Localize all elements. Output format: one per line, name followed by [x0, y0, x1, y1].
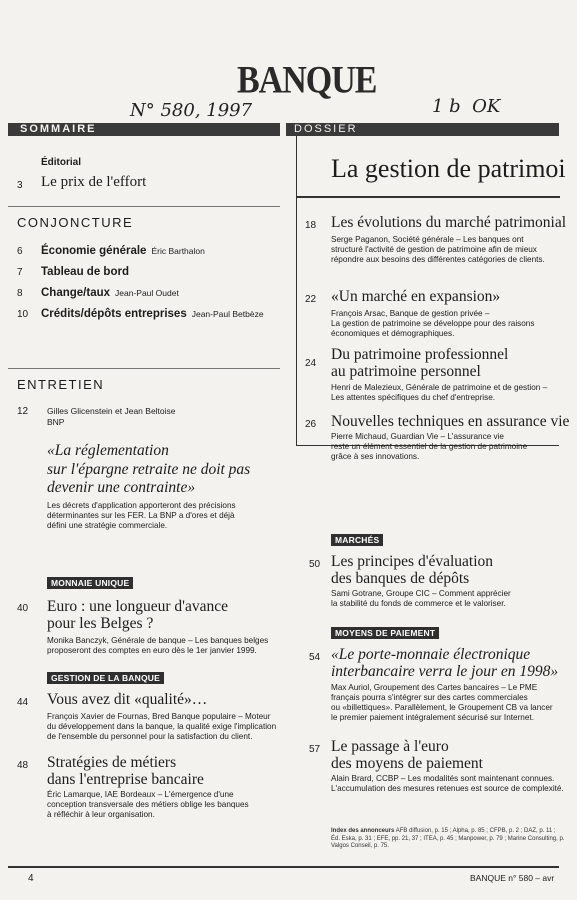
article-page: 40: [17, 603, 29, 614]
item-page: 6: [17, 246, 23, 257]
list-item: [17, 287, 287, 308]
footer-issue: BANQUE n° 580 – avr: [470, 873, 555, 883]
advertisers-label: Index des annonceurs: [331, 828, 395, 834]
monnaie-unique-tag: MONNAIE UNIQUE: [47, 577, 133, 589]
item-author: Éric Barthalon: [151, 246, 205, 256]
article-description: Henri de Malezieux, Générale de patrimoine et de gestion – Les attentes spécifiques du chef d'entreprise.: [331, 383, 548, 402]
article-page: 50: [309, 559, 321, 570]
editorial-title: Le prix de l'effort: [41, 174, 147, 190]
article-page: 54: [309, 652, 321, 663]
item-author: Jean-Paul Betbèze: [191, 309, 264, 319]
article-page: 18: [305, 220, 317, 231]
footer-rule: [8, 866, 559, 868]
article-title: Les principes d'évaluation des banques de dépôts: [331, 553, 494, 587]
entretien-persons: Gilles Glicenstein et Jean Beltoise: [47, 406, 176, 416]
article-title: Les évolutions du marché patrimonial: [331, 214, 567, 231]
article-description: Alain Brard, CCBP – Les modalités sont maintenant connues. L'accumulation des mesures retenues est source de complexité.: [331, 774, 564, 793]
footer-page-number: 4: [28, 873, 34, 884]
item-page: 8: [17, 288, 23, 299]
handwritten-issue-note: N° 580, 1997: [130, 100, 253, 121]
item-author: Jean-Paul Oudet: [115, 288, 179, 298]
editorial-page: 3: [17, 180, 23, 191]
list-item: [17, 266, 287, 287]
entretien-page: 12: [17, 406, 29, 417]
article-description: François Xavier de Fournas, Bred Banque populaire – Moteur du développement dans la banque, la qualité exige l'implication de l'ensemble du personnel pour la satisfaction du client.: [47, 712, 277, 741]
dossier-box: [296, 136, 570, 461]
dossier-title-rule: [297, 196, 560, 198]
entretien-description: Les décrets d'application apporteront des précisions déterminantes sur les FER. La BNP a d'ores et déjà défini une stratégie commerciale.: [47, 501, 236, 530]
article-page: 26: [305, 419, 317, 430]
article-page: 48: [17, 760, 29, 771]
dossier-bar: [286, 123, 559, 136]
article-title: Nouvelles techniques en assurance vie: [331, 413, 570, 430]
moyens-paiement-tag: MOYENS DE PAIEMENT: [331, 627, 439, 639]
article-description: Éric Lamarque, IAE Bordeaux – L'émergence d'une conception transversale des métiers oblige les banques à réfléchir à leur organisation.: [47, 790, 249, 819]
editorial-kicker: Éditorial: [41, 157, 82, 168]
item-page: 7: [17, 267, 23, 278]
entretien-org: BNP: [47, 417, 65, 427]
item-title: Économie générale: [41, 245, 147, 257]
article-title: «Un marché en expansion»: [331, 288, 501, 305]
entretien-quote: «La réglementation sur l'épargne retraite ne doit pas devenir une contrainte»: [47, 442, 251, 496]
list-item: [17, 308, 287, 329]
article-page: 44: [17, 697, 29, 708]
article-title: Euro : une longueur d'avance pour les Belges ?: [47, 598, 228, 632]
dossier-label: DOSSIER: [294, 123, 358, 135]
article-description: Sami Gotrane, Groupe CIC – Comment apprécier la stabilité du fonds de commerce et le valoriser.: [331, 589, 511, 608]
item-page: 10: [17, 309, 29, 320]
marches-tag: MARCHÉS: [331, 534, 383, 546]
article-title: Le passage à l'euro des moyens de paiement: [331, 738, 483, 772]
article-description: Max Auriol, Groupement des Cartes bancaires – Le PME français pourra s'intégrer sur des cartes commerciales ou «billettiques». Parallèlement, le Groupement CB va lancer le premier paiement intégralement sécurisé sur Internet.: [331, 683, 553, 722]
article-title: Vous avez dit «qualité»…: [47, 691, 208, 708]
list-item: [17, 245, 287, 266]
article-page: 57: [309, 744, 321, 755]
item-title: Crédits/dépôts entreprises: [41, 308, 187, 320]
item-title: Tableau de bord: [41, 266, 129, 278]
article-title: «Le porte-monnaie électronique interbancaire verra le jour en 1998»: [331, 646, 559, 680]
divider: [8, 368, 280, 369]
sommaire-label: SOMMAIRE: [20, 123, 97, 135]
gestion-banque-tag: GESTION DE LA BANQUE: [47, 672, 164, 684]
conjoncture-list: [17, 245, 287, 329]
dossier-title: La gestion de patrimoi: [331, 154, 566, 183]
article-title: Stratégies de métiers dans l'entreprise bancaire: [47, 754, 204, 788]
article-description: François Arsac, Banque de gestion privée – La gestion de patrimoine se développe pour des raisons économiques et démographiques.: [331, 309, 535, 338]
divider: [8, 206, 280, 207]
article-page: 22: [305, 294, 317, 305]
article-description: Monika Banczyk, Générale de banque – Les banques belges proposeront des comptes en euro dès le 1er janvier 1999.: [47, 636, 269, 655]
article-page: 24: [305, 358, 317, 369]
sommaire-bar: [8, 123, 280, 136]
item-title: Change/taux: [41, 287, 111, 299]
article-description: Pierre Michaud, Guardian Vie – L'assurance vie reste un élément essentiel de la gestion de patrimoine grâce à ses innovations.: [331, 432, 528, 461]
article-description: Serge Paganon, Société générale – Les banques ont structuré l'activité de gestion de patrimoine afin de mieux répondre aux besoins des différentes catégories de clients.: [331, 235, 545, 264]
handwritten-check-note: 1 b OK: [432, 96, 501, 117]
article-title: Du patrimoine professionnel au patrimoine personnel: [331, 346, 509, 380]
masthead: BANQUE: [237, 59, 377, 102]
advertisers-index: Index des annonceurs AFB diffusion, p. 15 ; Alpha, p. 85 ; CFPB, p. 2 ; DAZ, p. 11 ; Éd. Eska, p. 31 ; EFE, pp. 21, 37 ; ITEA, p. 45 ; Manpower, p. 79 ; Marine Consulting, p. Valgos Conseil, p. 75.: [331, 828, 565, 849]
entretien-heading: ENTRETIEN: [17, 377, 105, 392]
conjoncture-heading: CONJONCTURE: [17, 215, 134, 230]
